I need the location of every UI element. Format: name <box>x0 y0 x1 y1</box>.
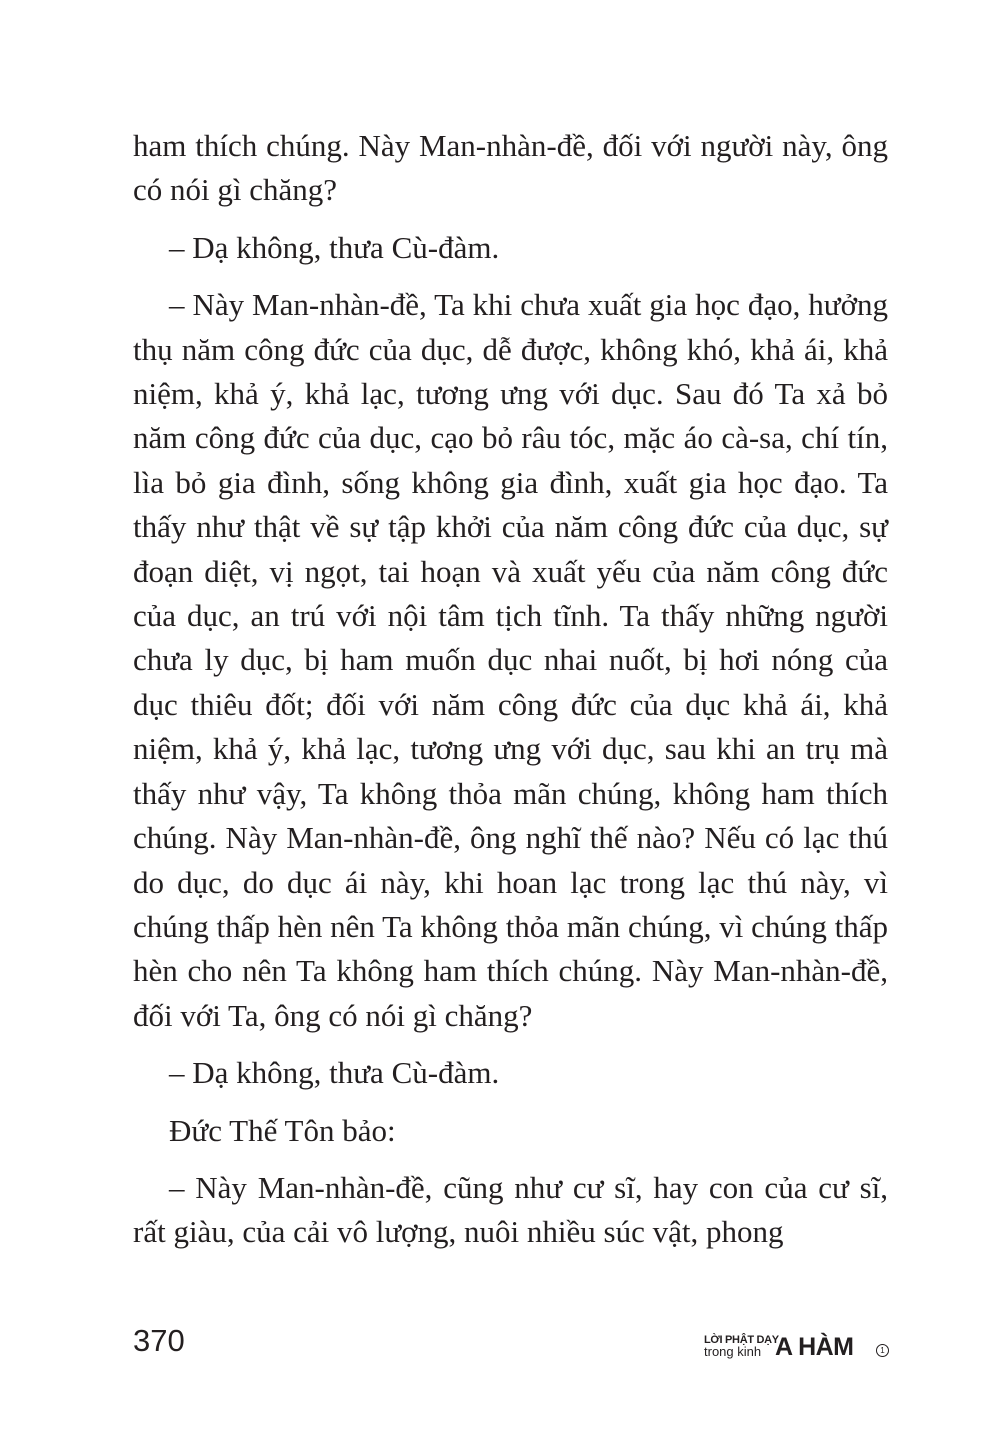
volume-badge: 1 <box>876 1344 889 1357</box>
book-series-logo <box>704 1333 894 1363</box>
paragraph: – Dạ không, thưa Cù-đàm. <box>169 1055 500 1091</box>
page-body-text <box>133 124 888 1255</box>
paragraph: Đức Thế Tôn bảo: <box>169 1112 396 1148</box>
paragraph: – Dạ không, thưa Cù-đàm. <box>169 229 500 265</box>
paragraph: ham thích chúng. Này Man-nhàn-đề, đối với người này, ông có nói gì chăng? <box>133 128 888 208</box>
book-series-title: A HÀM <box>775 1333 854 1361</box>
book-series-line-top: LỜI PHẬT DẠY <box>704 1334 779 1346</box>
paragraph: – Này Man-nhàn-đề, cũng như cư sĩ, hay con của cư sĩ, rất giàu, của cải vô lượng, nuôi nhiều súc vật, phong <box>133 1169 888 1250</box>
page-number: 370 <box>133 1323 185 1358</box>
book-series-line-bottom: trong kinh <box>704 1344 762 1359</box>
paragraph: – Này Man-nhàn-đề, Ta khi chưa xuất gia học đạo, hưởng thụ năm công đức của dục, dễ được, không khó, khả ái, khả niệm, khả ý, khả lạc, tương ưng với dục. Sau đó Ta xả bỏ năm công đức của dục, cạo bỏ râu tóc, mặc áo cà-sa, chí tín, lìa bỏ gia đình, sống không gia đình, xuất gia học đạo. Ta thấy như thật về sự tập khởi của năm công đức của dục, sự đoạn diệt, vị ngọt, tai hoạn và xuất yếu của năm công đức của dục, an trú với nội tâm tịch tĩnh. Ta thấy những người chưa ly dục, bị ham muốn dục nhai nuốt, bị hơi nóng của dục thiêu đốt; đối với năm công đức của dục khả ái, khả niệm, khả ý, khả lạc, tương ưng với dục, sau khi an trụ mà thấy như vậy, Ta không thỏa mãn chúng, không ham thích chúng. Này Man-nhàn-đề, ông nghĩ thế nào? Nếu có lạc thú do dục, do dục ái này, khi hoan lạc trong lạc thú này, vì chúng thấp hèn nên Ta không thỏa mãn chúng, vì chúng thấp hèn cho nên Ta không ham thích chúng. Này Man-nhàn-đề, đối với Ta, ông có nói gì chăng? <box>133 287 888 1033</box>
